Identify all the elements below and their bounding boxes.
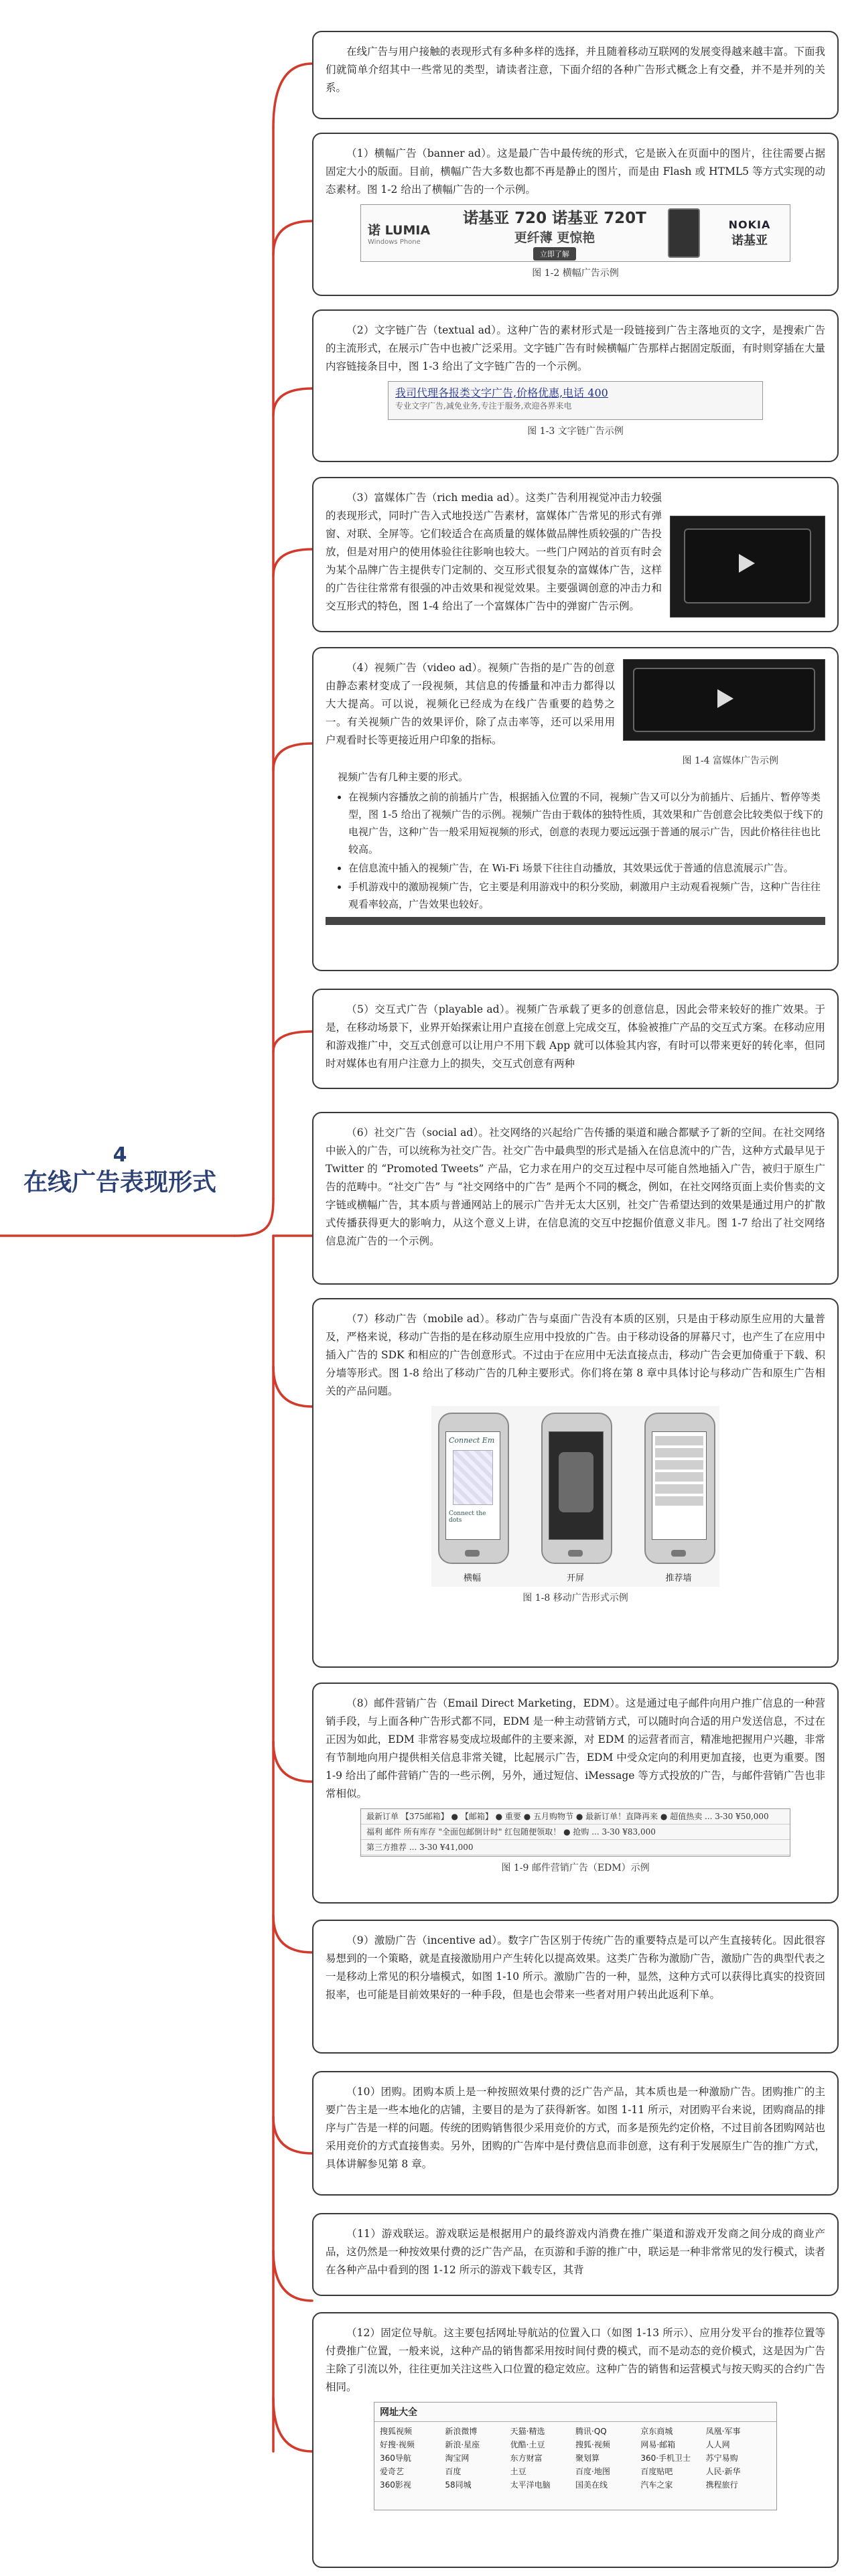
nav-link[interactable]: 人民·新华 (705, 2467, 741, 2476)
nav-grid (374, 2422, 776, 2494)
text-link-line2: 专业文字广告,减免业务,专注于服务,欢迎各界来电 (395, 401, 572, 411)
node-rich-media-ad[interactable] (312, 477, 839, 632)
mobile-ad-figure (431, 1406, 719, 1587)
game-board (453, 1450, 493, 1505)
branch-3 (273, 388, 312, 415)
phone-splash (541, 1413, 612, 1564)
nav-ad-text: （12）固定位导航。这主要包括网址导航站的位置入口（如图 1-13 所示）、应用分发平台的推荐位置等付费推广位置，一般来说，这种产品的销售都采用按时间付费的模式，而不是动态的竞价模式，这是因为广告主除了引流以外，往往更加关注这些入口位置的稳定效应。这种广告的销售和运营模式与按天购买的合约广告相同。 (326, 2327, 825, 2393)
group-buy-text: （10）团购。团购本质上是一种按照效果付费的泛广告产品，其本质也是一种激励广告。团购推广的主要广告主是一些本地化的店铺，主要目的是为了获得新客。如图 1-11 所示，对团购平台来说，团购商品的排序与广告是一样的问题。传统的团购销售很少采用竞价的方式，而多是预先约定价格，不过目前各团购网站也采用竞价的方式直接售卖。另外，团购的广告库中是付费信息而非创意，这有利于发展原生广告的推广方式，具体讲解参见第 8 章。 (326, 2086, 825, 2170)
nav-link[interactable]: 新浪微博 (445, 2427, 478, 2436)
nav-link[interactable]: 京东商城 (640, 2427, 673, 2436)
splash-image (559, 1452, 593, 1512)
node-incentive-ad[interactable] (312, 1920, 839, 2054)
nav-figure (374, 2402, 777, 2510)
phone-banner (438, 1413, 509, 1564)
branch-2 (273, 221, 312, 255)
text-link-ad-text: （2）文字链广告（textual ad）。这种广告的素材形式是一段链接到广告主落地页的文字，是搜索广告的主流形式，在展示广告中也被广泛采用。文字链广告有时候横幅广告那样占据固定版面，有时则穿插在大量内容链接条目中，图 1-3 给出了文字链广告的一个示例。 (326, 324, 825, 372)
phone-label: 开屏 (566, 1573, 584, 1583)
banner-right1: NOKIA (728, 218, 771, 231)
branch-10 (273, 1916, 312, 1952)
phone-label: 横幅 (463, 1573, 481, 1583)
nav-link[interactable]: 淘宝网 (445, 2453, 470, 2463)
mobile-ad-caption: 图 1-8 移动广告形式示例 (522, 1593, 628, 1603)
list-item: • 在视频内容播放之前的前插片广告，根据插入位置的不同，视频广告又可以分为前插片、后插片、暂停等类型，图 1-5 给出了视频广告的示例。视频广告由于载体的独特性质，其效果和广告创意会比较类似于线下的电视广告，这种广告一般采用短视频的形式，创意的表现力要远远强于普通的展示广告，因此价格往往也比较高。 (348, 788, 825, 858)
nav-link[interactable]: 聚划算 (575, 2453, 600, 2463)
rich-media-ad-text: （3）富媒体广告（rich media ad）。这类广告利用视觉冲击力较强的表现形式，同时广告入式地投送广告素材，富媒体广告常见的形式有弹窗、对联、全屏等。它们较适合在高质量的媒体做品牌性质较强的广告投放，但是对用户的使用体验往往影响也较大。一些门户网站的首页有时会为某个品牌广告主提供专门定制的、交互形式很复杂的富媒体广告，这样的广告往往常常有很强的冲击效果和视觉效果。主要强调创意的冲击力和交互形式的特色，图 1-4 给出了一个富媒体广告中的弹窗广告示例。 (326, 492, 662, 612)
screen-text: Connect the dots (449, 1510, 486, 1524)
nav-link[interactable]: 凤凰·军事 (705, 2427, 741, 2436)
banner-ad-caption: 图 1-2 横幅广告示例 (532, 268, 619, 279)
nav-link[interactable]: 搜狐视频 (380, 2427, 413, 2436)
playable-ad-text: （5）交互式广告（playable ad）。视频广告承载了更多的创意信息，因此会带来较好的推广效果。于是，在移动场景下，业界开始探索让用户直接在创意上完成交互，体验被推广产品的交互式方案。在移动应用和游戏推广中，交互式创意可以让用户不用下载 App 就可以体验其内容，有时可以带来更好的转化率，但同时对媒体也有用户注意力上的损失，交互式创意有两种 (326, 1003, 825, 1070)
text-link-line1[interactable]: 我司代理各报类文字广告,价格优惠,电话 400 (395, 386, 608, 399)
branch-5 (273, 743, 312, 770)
branch-8 (273, 1366, 312, 1407)
central-topic-number: 4 (113, 1143, 127, 1167)
branch-13 (273, 2398, 312, 2451)
edm-ad-text: （8）邮件营销广告（Email Direct Marketing，EDM）。这是通过电子邮件向用户推广信息的一种营销手段，与上面各种广告形式都不同，EDM 是一种主动营销方式，可以随时向合适的用户发送信息，不过在正因为如此，EDM 非常容易变成垃圾邮件的主要来源，对 EDM 的运营者而言，精准地把握用户兴趣，非常有节制地向用户提供相关信息非常关键，比起展示广告，EDM 中受众定向的利用更加直接，也更为重要。图 1-9 给出了邮件营销广告的一些示例，另外，通过短信、iMessage 等方式投放的广告，与邮件营销广告也非常相似。 (326, 1697, 825, 1800)
video-ad-types-intro: 视频广告有几种主要的形式。 (338, 771, 469, 783)
list-item: • 在信息流中插入的视频广告，在 Wi-Fi 场景下往往自动播放，其效果远优于普通的信息流展示广告。 (348, 859, 825, 877)
nav-link[interactable]: 百度·地图 (575, 2467, 610, 2476)
node-video-ad[interactable] (312, 647, 839, 971)
text-link-caption: 图 1-3 文字链广告示例 (527, 426, 624, 437)
branch-4 (273, 549, 312, 576)
nav-link[interactable]: 百度贴吧 (640, 2467, 673, 2476)
video-ad-figure (623, 659, 825, 741)
banner-cta-button[interactable]: 立即了解 (533, 247, 576, 261)
branch-12 (273, 2250, 312, 2301)
nav-link[interactable]: 太平洋电脑 (510, 2480, 551, 2490)
nav-link[interactable]: 苏宁易购 (705, 2453, 738, 2463)
nav-link[interactable]: 携程旅行 (705, 2480, 738, 2490)
mobile-ad-text: （7）移动广告（mobile ad）。移动广告与桌面广告没有本质的区别，只是由于移动原生应用的大量普及，严格来说，移动广告指的是在移动原生应用中投放的广告。由于移动设备的屏幕尺寸，也产生了在应用中插入广告的 SDK 和相应的广告创意形式。不过由于在应用中无法直接点击，移动广告会更加倚重于下载、积分墙等形式。图 1-8 给出了移动广告的几种主要形式。你们将在第 8 章中具体讨论与移动广告和原生广告相关的产品问题。 (326, 1313, 825, 1397)
node-playable-ad[interactable] (312, 989, 839, 1089)
nav-link[interactable]: 腾讯·QQ (575, 2427, 607, 2436)
nav-link[interactable]: 爱奇艺 (380, 2467, 405, 2476)
banner-ad-text: （1）横幅广告（banner ad）。这是最广告中最传统的形式，它是嵌入在页面中的图片，往往需要占据固定大小的版面。目前，横幅广告大多数也都不再是静止的图片，而是由 Flash 或 HTML5 等方式实现的动态素材。图 1-2 给出了横幅广告的一个示例。 (326, 147, 825, 196)
nav-link[interactable]: 国美在线 (575, 2480, 608, 2490)
phone-screen (549, 1431, 604, 1540)
home-button-icon (671, 1550, 686, 1557)
banner-right2: 诺基亚 (731, 233, 768, 248)
node-social-ad[interactable] (312, 1112, 839, 1285)
nav-link[interactable]: 好搜·视频 (380, 2440, 415, 2449)
nav-link[interactable]: 58同城 (445, 2480, 472, 2490)
nav-link[interactable]: 东方财富 (510, 2453, 543, 2463)
nav-link[interactable]: 百度 (445, 2467, 462, 2476)
game-union-text: （11）游戏联运。游戏联运是根据用户的最终游戏内消费在推广渠道和游戏开发商之间分成的商业产品，这仍然是一种按效果付费的泛广告产品，在页游和手游的推广中，联运是一种非常常见的发行模式，读者在各种产品中看到的图 1-12 所示的游戏下载专区，其背 (326, 2228, 825, 2276)
screen-text: Connect Em (449, 1436, 495, 1445)
nav-link[interactable]: 360影视 (380, 2480, 411, 2490)
phone-recommend-wall (644, 1413, 715, 1564)
node-mobile-ad[interactable] (312, 1298, 839, 1668)
banner-brand: 诺 LUMIA (368, 223, 431, 238)
node-nav-ad[interactable] (312, 2312, 839, 2568)
node-game-union[interactable] (312, 2213, 839, 2296)
video-ad-text: （4）视频广告（video ad）。视频广告指的是广告的创意由静态素材变成了一段视频，其信息的传播量和冲击力都得以大大提高。可以说，视频化已经成为在线广告重要的趋势之一。有关视频广告的效果评价，除了点击率等，还可以采用用户观看时长等更接近用户印象的指标。 (326, 662, 615, 746)
nav-link[interactable]: 360导航 (380, 2453, 411, 2463)
nav-link[interactable]: 搜狐·视频 (575, 2440, 610, 2449)
table-row[interactable]: 最新订单 【375邮箱】 ● 【邮箱】 ● 重要 ● 五月购物节 ● 最新订单！直降再来 ● 超值热卖 ... 3-30 ¥50,000 (361, 1809, 790, 1824)
banner-brand-small: Windows Phone (368, 238, 421, 246)
nav-link[interactable]: 新浪·星座 (445, 2440, 480, 2449)
table-row[interactable]: 第三方推荐 ... 3-30 ¥41,000 (361, 1840, 790, 1855)
node-group-buy[interactable] (312, 2071, 839, 2196)
list-item: • 手机游戏中的激励视频广告，它主要是利用游戏中的积分奖励，刺激用户主动观看视频广告，这种广告往往观看率较高，广告效果也较好。 (348, 878, 825, 913)
video-ad-footer-strip (326, 917, 825, 925)
nav-figure-title: 网址大全 (374, 2403, 776, 2422)
phone-screen (445, 1431, 500, 1540)
node-text-link-ad[interactable] (312, 309, 839, 462)
video-ad-types (348, 788, 825, 913)
banner-line1: 诺基亚 720 诺基亚 720T (463, 210, 646, 227)
incentive-ad-text: （9）激励广告（incentive ad）。数字广告区别于传统广告的重要特点是可以产生直接转化。因此很容易想到的一个策略，就是直接激励用户产生转化以提高效果。这类广告称为激励广告，激励广告的典型代表之一是移动上常见的积分墙模式，如图 1-10 所示。激励广告的一种，显然，这种方式可以获得比真实的投资回报率，也可能是目前效果好的一种手段，但是也会带来一些者对用户转出此返利下单。 (326, 1934, 825, 2001)
central-topic[interactable] (9, 1143, 230, 1198)
nav-link[interactable]: 人人网 (705, 2440, 730, 2449)
nav-link[interactable]: 360·手机卫士 (640, 2453, 691, 2463)
nav-link[interactable]: 优酷·土豆 (510, 2440, 545, 2449)
central-topic-title: 在线广告表现形式 (23, 1169, 216, 1196)
table-row[interactable]: 福利 邮件 所有库存 "全面包邮倒计时" 红包随便领取！ ● 抢购 ... 3-30 ¥83,000 (361, 1824, 790, 1840)
video-ad-caption: 图 1-4 富媒体广告示例 (682, 756, 778, 766)
play-icon (739, 554, 755, 573)
nav-link[interactable]: 天猫·精选 (510, 2427, 545, 2436)
home-button-icon (465, 1550, 480, 1557)
branch-9 (273, 1741, 312, 1782)
home-button-icon (568, 1550, 583, 1557)
intro-text: 在线广告与用户接触的表现形式有多种多样的选择，并且随着移动互联网的发展变得越来越丰富。下面我们就简单介绍其中一些常见的类型，请读者注意，下面介绍的各种广告形式概念上有交叠，并不是并列的关系。 (326, 46, 825, 94)
phone-screen (652, 1431, 707, 1540)
text-link-figure (388, 381, 763, 420)
phone-label: 推荐墙 (665, 1573, 692, 1583)
play-icon (717, 689, 733, 708)
edm-figure (360, 1808, 790, 1857)
social-ad-text: （6）社交广告（social ad）。社交网络的兴起给广告传播的渠道和融合都赋予了新的空间。在社交网络中嵌入的广告，可以统称为社交广告。社交广告中最典型的形式是插入在信息流中的广告，这种方式最早见于 Twitter 的 “Promoted Tweets” 产品，它力求在用户的交互过程中尽可能自然地插入广告，被归于原生广告的范畴中。“社交广告” 与 “社交网络中的广告” 是两个不同的概念，例如，在社交网络页面上卖价售卖的文字链或横幅广告，其本质与普通网站上的展示广告并无太大区别，社交广告希望达到的效果是通过用户的扩散式传播获得更大的影响力，从这个意义上讲，在信息流的交互中挖掘价值意义非凡。图 1-7 给出了社交网络信息流广告的一个示例。 (326, 1127, 825, 1247)
branch-6 (273, 1031, 312, 1052)
node-edm-ad[interactable] (312, 1683, 839, 1904)
node-intro[interactable] (312, 31, 839, 119)
nav-link[interactable]: 土豆 (510, 2467, 526, 2476)
node-banner-ad[interactable] (312, 133, 839, 296)
edm-caption: 图 1-9 邮件营销广告（EDM）示例 (501, 1863, 650, 1873)
branch-1 (273, 64, 312, 127)
branch-11 (273, 2117, 312, 2153)
banner-line2: 更纤薄 更惊艳 (514, 230, 595, 245)
rich-media-figure (670, 516, 825, 618)
banner-ad-figure (360, 204, 790, 262)
trunk (234, 1199, 273, 1236)
phone-image (668, 208, 700, 258)
nav-link[interactable]: 汽车之家 (640, 2480, 673, 2490)
nav-link[interactable]: 网易·邮箱 (640, 2440, 676, 2449)
